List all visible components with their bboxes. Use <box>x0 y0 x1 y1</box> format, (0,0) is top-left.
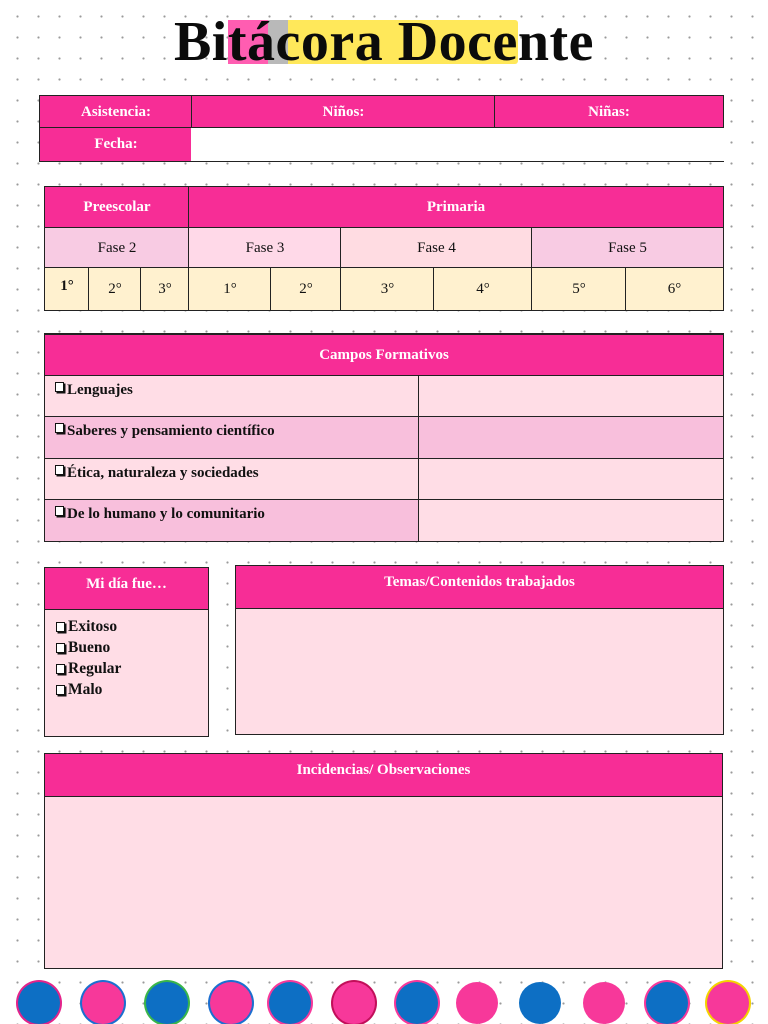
decor-dot-pink <box>210 982 252 1024</box>
checkbox-icon <box>55 423 64 433</box>
mi-dia-header: Mi día fue… <box>44 567 209 611</box>
ninos-label: Niños: <box>191 95 496 129</box>
decor-dot-blue <box>646 982 688 1024</box>
checkbox-icon <box>55 382 64 392</box>
grade-2-preescolar[interactable]: 2° <box>88 267 142 311</box>
option-malo[interactable]: Malo <box>56 679 121 700</box>
grade-4-primaria[interactable]: 4° <box>433 267 533 311</box>
campo-lenguajes[interactable] <box>44 375 420 418</box>
decor-dot-blue <box>396 982 438 1024</box>
page-title: Bitácora Docente <box>173 11 595 73</box>
checkbox-icon <box>56 685 65 695</box>
campo-humano[interactable] <box>44 499 420 542</box>
grade-1-preescolar[interactable]: 1° <box>44 267 90 311</box>
temas-header: Temas/Contenidos trabajados <box>235 565 724 610</box>
option-exitoso[interactable]: Exitoso <box>56 616 121 637</box>
fecha-field[interactable] <box>191 127 724 162</box>
decor-dot-blue <box>269 982 311 1024</box>
grade-1-primaria[interactable]: 1° <box>188 267 272 311</box>
decor-dot-pink <box>707 982 749 1024</box>
fase-2: Fase 2 <box>44 227 190 269</box>
campo-saberes[interactable] <box>44 416 420 460</box>
option-bueno[interactable]: Bueno <box>56 637 121 658</box>
decor-dot-pink <box>333 982 375 1024</box>
fase-5: Fase 5 <box>531 227 724 269</box>
checkbox-icon <box>56 622 65 632</box>
incidencias-box[interactable] <box>44 796 723 969</box>
campo-label: Saberes y pensamiento científico <box>67 423 275 439</box>
decor-dot-blue <box>519 982 561 1024</box>
checkbox-icon <box>56 664 65 674</box>
decor-dot-blue <box>146 982 188 1024</box>
campo-saberes-notes[interactable] <box>418 416 724 460</box>
campo-lenguajes-notes[interactable] <box>418 375 724 418</box>
preescolar-header: Preescolar <box>44 186 190 229</box>
campo-label: Lenguajes <box>67 382 133 398</box>
fecha-label: Fecha: <box>39 127 193 162</box>
fase-3: Fase 3 <box>188 227 342 269</box>
grade-3-preescolar[interactable]: 3° <box>140 267 190 311</box>
ninas-label: Niñas: <box>494 95 724 129</box>
checkbox-icon <box>55 465 64 475</box>
campo-label: Ética, naturaleza y sociedades <box>67 465 259 481</box>
asistencia-label: Asistencia: <box>39 95 193 129</box>
checkbox-icon <box>56 643 65 653</box>
campo-etica-notes[interactable] <box>418 458 724 501</box>
grade-5-primaria[interactable]: 5° <box>531 267 627 311</box>
campo-humano-notes[interactable] <box>418 499 724 542</box>
option-regular[interactable]: Regular <box>56 658 121 679</box>
primaria-header: Primaria <box>188 186 724 229</box>
incidencias-header: Incidencias/ Observaciones <box>44 753 723 798</box>
decor-dot-pink <box>456 982 498 1024</box>
grade-3-primaria[interactable]: 3° <box>340 267 435 311</box>
campo-etica[interactable] <box>44 458 420 501</box>
grade-2-primaria[interactable]: 2° <box>270 267 342 311</box>
grade-6-primaria[interactable]: 6° <box>625 267 724 311</box>
temas-box[interactable] <box>235 608 724 735</box>
checkbox-icon <box>55 506 64 516</box>
campos-header: Campos Formativos <box>44 333 724 377</box>
decor-dot-pink <box>583 982 625 1024</box>
decor-dot-blue <box>18 982 60 1024</box>
campo-label: De lo humano y lo comunitario <box>67 506 265 522</box>
fase-4: Fase 4 <box>340 227 533 269</box>
mi-dia-options <box>56 616 121 700</box>
decor-dot-pink <box>82 982 124 1024</box>
